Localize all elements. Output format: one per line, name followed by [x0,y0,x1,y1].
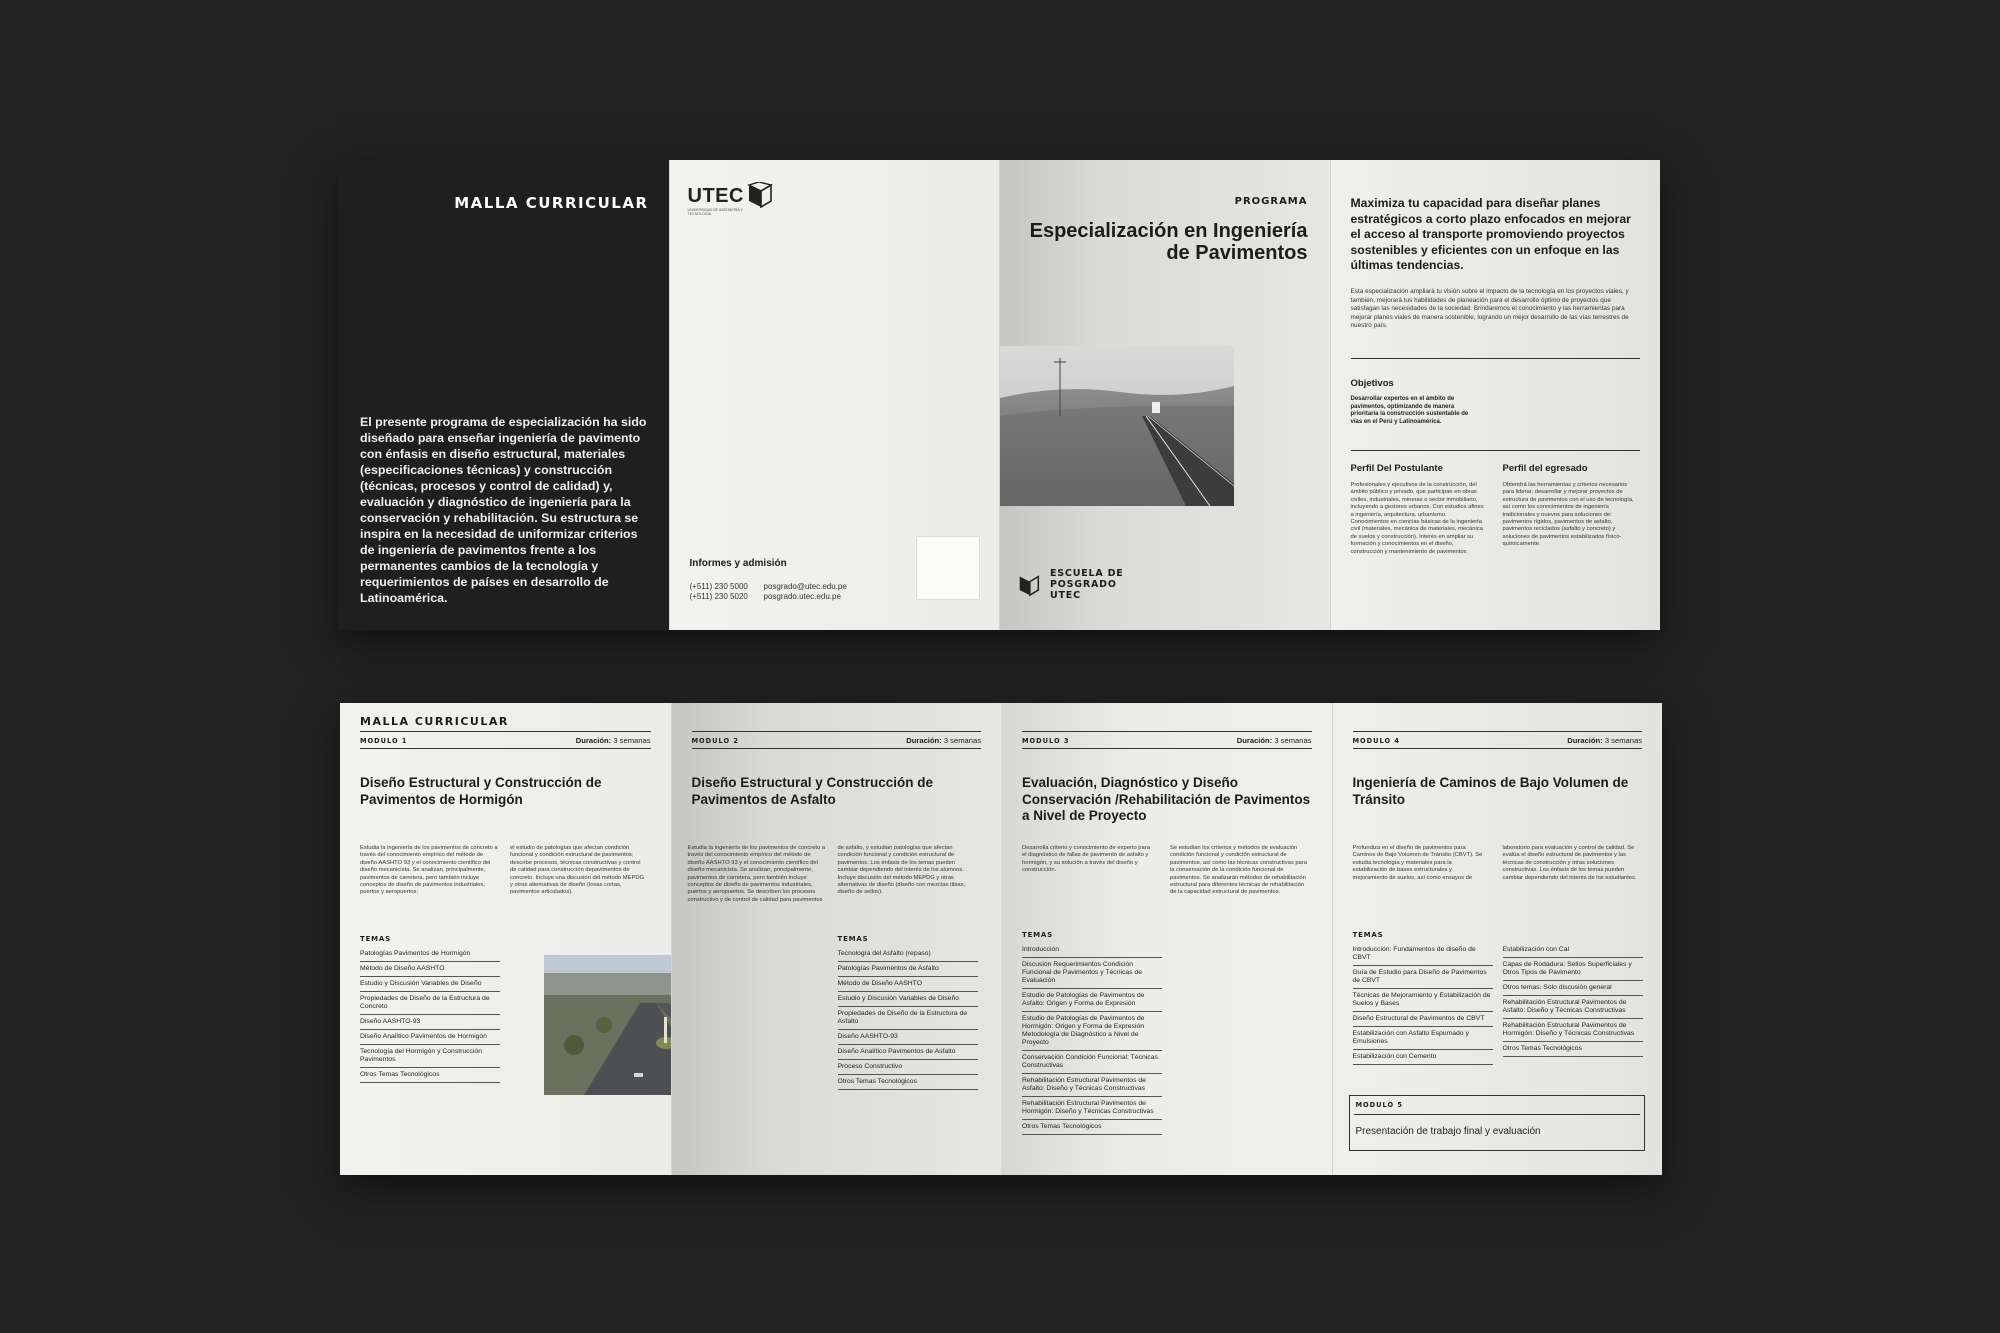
topic-item: Estabilización con Cemento [1353,1050,1493,1065]
module-desc-a: Estudia la ingeniería de los pavimentos de concreto a través del conocimiento empírico del método de diseño AASHTO 93 y el conocimiento científico del diseño mecanicista. Se analizan, principalmente, pavimentos de carretera, pero también incluye conceptos de diseño de pavimentos industriales, puertos y aeropuertos; [360,845,498,896]
contact-web: posgrado.utec.edu.pe [763,592,841,601]
topic-item: Rehabilitación Estructural Pavimentos de Asfalto: Diseño y Técnicas Constructivas [1022,1074,1162,1097]
topic-item: Otros Temas Tecnológicos [838,1075,978,1090]
divider [1351,358,1641,359]
module-label: MODULO 2 [691,737,739,745]
panel-modulo-2 [671,703,1002,1175]
topic-item: Rehabilitación Estructural Pavimentos de Hormigón: Diseño y Técnicas Constructivas [1503,1019,1643,1042]
panel-malla-curricular-intro [338,160,669,630]
module-desc-b: Se estudian los criterios y métodos de evaluación condición funcional y condición estructural de pavimentos, así como las técnicas constructivas para la conservación de la condición funcional de pavimentos. Se analizarán métodos de rehabilitación estructural para diferentes técnicas de rehabilitación de la capacidad estructural de pavimentos. [1170,845,1307,896]
module-header-row [1353,731,1643,749]
duration-value: 3 semanas [943,736,981,745]
module-title: Ingeniería de Caminos de Bajo Volumen de Tránsito [1352,775,1629,807]
perfil-postulante-title: Perfil Del Postulante [1350,463,1443,474]
modulo-5-box [1349,1095,1645,1151]
panel-program-info [1330,160,1661,630]
topic-item: Patologías Pavimentos de Hormigón [360,947,500,962]
brand-text [1050,568,1124,601]
duration-value: 3 semanas [613,736,651,745]
topic-item: Método de Diseño AASHTO [360,962,500,977]
duration-value: 3 semanas [1604,736,1642,745]
module-desc-a: Estudia la ingeniería de los pavimentos de concreto a través del conocimiento empírico del método de diseño AASHTO 93 y el conocimiento científico del diseño mecanicista. Se analizan, principalmente, pavimentos de carretera, pero también incluye conceptos de diseño de pavimentos industriales, puertos y aeropuertos. Se describen los procesos constructivo y de control de calidad para pavimentos [687,845,826,903]
topic-item: Estudio de Patologías de Pavimentos de Hormigón: Origen y Forma de Expresión Metodología de Diagnóstico a Nivel de Proyecto [1022,1012,1162,1051]
module-duration [576,736,651,745]
topic-item: Rehabilitación Estructural Pavimentos de Asfalto: Diseño y Técnicas Constructivas [1503,996,1643,1019]
objetivos-body: Desarrollar expertos en el ámbito de pavimentos, optimizando de manera prioritaria la construcción sustentable de vías en el Perú y Latinoamérica. [1350,396,1469,425]
utec-logo-icon [747,182,773,208]
divider [1351,450,1641,451]
topic-item: Rehabilitación Estructural Pavimentos de Hormigón: Diseño y Técnicas Constructivas [1022,1097,1162,1120]
topic-item: Estabilización con Asfalto Espumado y Emulsiones [1353,1027,1493,1050]
module-title: Diseño Estructural y Construcción de Pavimentos de Asfalto [691,775,934,807]
program-kicker: PROGRAMA [1234,196,1308,207]
topic-item: Otros Temas Tecnológicos [1503,1042,1643,1057]
malla-header: MALLA CURRICULAR [360,715,509,728]
intro-body: Esta especialización ampliará tu visión sobre el impacto de la tecnología en los proyectos viales, y también, mejorará tus habilidades de planeación para el desarrollo óptimo de proyectos que satisfagan las necesidades de la sociedad. Brindaremos el conocimiento y las herramientas para mejorar planes viales de manera sostenible, logrando un mejor desarrollo de las vías terrestres de nuestro país. [1350,288,1629,330]
utec-logo-subtitle: UNIVERSIDAD DE INGENIERÍA Y TECNOLOGÍA [687,208,743,216]
brand-line-1: ESCUELA DE [1050,568,1124,579]
panel-modulo-4 [1332,703,1663,1175]
temas-label: TEMAS [360,935,391,943]
module-desc-b: laboratorio para evaluación y control de calidad. Se evalúa el diseño estructural de pavimentos y las técnicas de construcción y otras soluciones constructivas. Los énfasis de los temas pueden cambiar dependiendo del interés de los estudiantes. [1502,845,1637,881]
program-title: Especialización en Ingeniería de Pavimentos [1029,220,1308,264]
escuela-posgrado-brand [1018,568,1124,601]
topic-item: Propiedades de Diseño de la Estructura de Concreto [360,992,500,1015]
topic-item: Tecnología del Hormigón y Construcción Pavimentos [360,1045,500,1068]
utec-emblem-icon [1018,573,1040,597]
panel-modulo-1 [340,703,671,1175]
module-5-title: Presentación de trabajo final y evaluación [1355,1126,1541,1137]
contact-email: posgrado@utec.edu.pe [763,582,847,591]
lead-paragraph: Maximiza tu capacidad para diseñar planes estratégicos a corto plazo enfocados en mejorar el acceso al transporte promoviendo proyectos sostenibles y eficientes con un enfoque en las últimas tendencias. [1350,196,1631,272]
module-label: MODULO 1 [360,737,408,745]
module-duration [1237,736,1312,745]
topic-list [838,947,978,1090]
temas-label: TEMAS [1352,931,1384,939]
topic-list-secondary [1503,943,1643,1057]
topic-item: Otros temas: Solo discusión general [1503,981,1643,996]
module-duration [906,736,981,745]
topic-item: Estudio y Discusión Variables de Diseño [838,992,978,1007]
topic-item: Técnicas de Mejoramiento y Estabilización de Suelos y Bases [1353,989,1493,1012]
brochure-inner-sheet [340,703,1662,1175]
qr-placeholder [916,536,980,600]
topic-item: Introducción: Fundamentos de diseño de CBVT [1353,943,1493,966]
topic-item: Estudio y Discusión Variables de Diseño [360,977,500,992]
topic-item: Diseño AASHTO-93 [360,1015,500,1030]
topic-item: Discusión Requerimientos Condición Funcional de Pavimentos y Técnicas de Evaluación [1022,958,1162,989]
topic-item: Estabilización con Cal [1503,943,1643,958]
duration-label: Duración: [906,736,942,745]
topic-item: Diseño Estructural de Pavimentos de CBVT [1353,1012,1493,1027]
module-header-row [360,731,651,749]
module-label: MODULO 4 [1352,737,1400,745]
duration-value: 3 semanas [1274,736,1312,745]
module-label: MODULO 3 [1022,737,1070,745]
module-desc-b: el estudio de patologías que afectan condición funcional y condición estructural de pavimentos; describe procesos, técnicas constructivas y control de calidad para construcción depavimentos de concreto. Incluye una discusión del método MEPDG y otras alternativas de diseño (losas cortas, pavimentos articulados). [510,845,645,896]
module-title: Evaluación, Diagnóstico y Diseño Conservación /Rehabilitación de Pavimentos a Nivel de Proyecto [1022,775,1311,823]
malla-curricular-title: MALLA CURRICULAR [454,194,649,212]
topic-item: Diseño AASHTO-93 [838,1030,978,1045]
topic-item: Otros Temas Tecnológicos [1022,1120,1162,1135]
topic-item: Diseño Analítico Pavimentos de Hormigón [360,1030,500,1045]
utec-logo-text: UTEC [687,185,744,207]
topic-item: Método de Diseño AASHTO [838,977,978,992]
module-header-row [692,731,982,749]
module-desc-a: Desarrolla criterio y conocimiento de experto para el diagnóstico de fallas de pavimento de asfalto y hormigón, y su solución a través del diseño y construcción. [1022,845,1150,874]
topic-list [1022,943,1162,1135]
topic-item: Introducción [1022,943,1162,958]
topic-item: Propiedades de Diseño de la Estructura de Asfalto [838,1007,978,1030]
utec-logo [687,182,773,216]
program-description: El presente programa de especialización ha sido diseñado para enseñar ingeniería de pavimento con énfasis en diseño estructural, materiales (especificaciones técnicas) y construcción (técnicas, procesos y control de calidad) y, evaluación y diagnóstico de ingeniería para la conservación y rehabilitación. Su estructura se inspira en la necesidad de uniformizar criterios de ingeniería de pavimentos frente a los permanentes cambios de la tecnología y requerimientos de países en desarrollo de Latinoamérica. [360,415,647,605]
module-desc-b: de asfalto, y estudian patologías que afectan condición funcional y condición estructural de pavimentos. Los énfasis de los temas pueden cambiar dependiendo del interés de los alumnos. Incluye discusión del método MEPDG y otras alternativas de diseño (diseño con mezclas tibias, diseño de sellos). [837,845,966,896]
phone-1: (+511) 230 5000 [689,582,748,591]
highway-photo [1000,346,1234,506]
module-5-label: MODULO 5 [1355,1101,1403,1109]
topic-item: Guía de Estudio para Diseño de Pavimentos de CBVT [1353,966,1493,989]
topic-item: Capas de Rodadura: Sellos Superficiales y Otros Tipos de Pavimento [1503,958,1643,981]
perfil-egresado-title: Perfil del egresado [1502,463,1588,474]
panel-front-cover [999,160,1330,630]
topic-item: Proceso Constructivo [838,1060,978,1075]
temas-label: TEMAS [837,935,869,943]
divider [1354,1114,1640,1115]
contact-title: Informes y admisión [689,558,787,569]
brand-line-3: UTEC [1050,590,1081,601]
panel-back-cover [669,160,1000,630]
topic-item: Patologías Pavimentos de Asfalto [838,962,978,977]
module-desc-a: Profundiza en el diseño de pavimentos para Caminos de Bajo Volumen de Tránsito (CBVT). Se estudia tecnología y materiales para la estabilización de bases estructurales y mejoramiento de suelos, así como ensayos de [1352,845,1483,881]
duration-label: Duración: [1567,736,1603,745]
topic-item: Tecnología del Asfalto (repaso) [838,947,978,962]
brand-line-2: POSGRADO [1050,579,1117,590]
module-title: Diseño Estructural y Construcción de Pavimentos de Hormigón [360,775,602,807]
topic-item: Otros Temas Tecnológicos [360,1068,500,1083]
perfil-postulante-body: Profesionales y ejecutivos de la construcción, del ámbito público y privado, que participan en obras civiles, industriales, mineras o sector inmobiliario, incluyendo a gestores urbanos. Con estudios afines a ingeniería, arquitectura, urbanismo. Conocimientos en ciencias básicas de la ingeniería civil (materiales, mecánica de materiales, mecánica de suelos y construcción). Interés en ampliar su formación y conocimientos en el diseño, construcción y mantenimiento de pavimentos [1350,482,1484,555]
objetivos-title: Objetivos [1350,378,1394,389]
topic-list [1353,943,1493,1065]
duration-label: Duración: [575,736,612,745]
brochure-outer-sheet [338,160,1660,630]
module-header-row [1022,731,1312,749]
topic-list [360,947,500,1083]
panel-modulo-3 [1001,703,1332,1175]
duration-label: Duración: [1236,736,1273,745]
topic-item: Diseño Analítico Pavimentos de Asfalto [838,1045,978,1060]
module-duration [1567,736,1642,745]
temas-label: TEMAS [1022,931,1053,939]
perfil-egresado-body: Obtendrá las herramientas y criterios necesarios para liderar, desarrollar y mejorar proyectos de estructura de pavimentos con el uso de tecnología, así como los conocimientos de ingeniería tradicionales y nuevos para soluciones de: pavimentos rígidos, pavimentos de asfalto, pavimentos reciclados (asfalto y concreto) y soluciones de pavimentos estabilizados físico-químicamente. [1502,482,1634,548]
topic-item: Conservación Condición Funcional: Técnicas Constructivas [1022,1051,1162,1074]
topic-item: Estudio de Patologías de Pavimentos de Asfalto: Origen y Forma de Expresión [1022,989,1162,1012]
city-avenue-photo [544,955,671,1095]
phone-2: (+511) 230 5020 [689,592,748,601]
